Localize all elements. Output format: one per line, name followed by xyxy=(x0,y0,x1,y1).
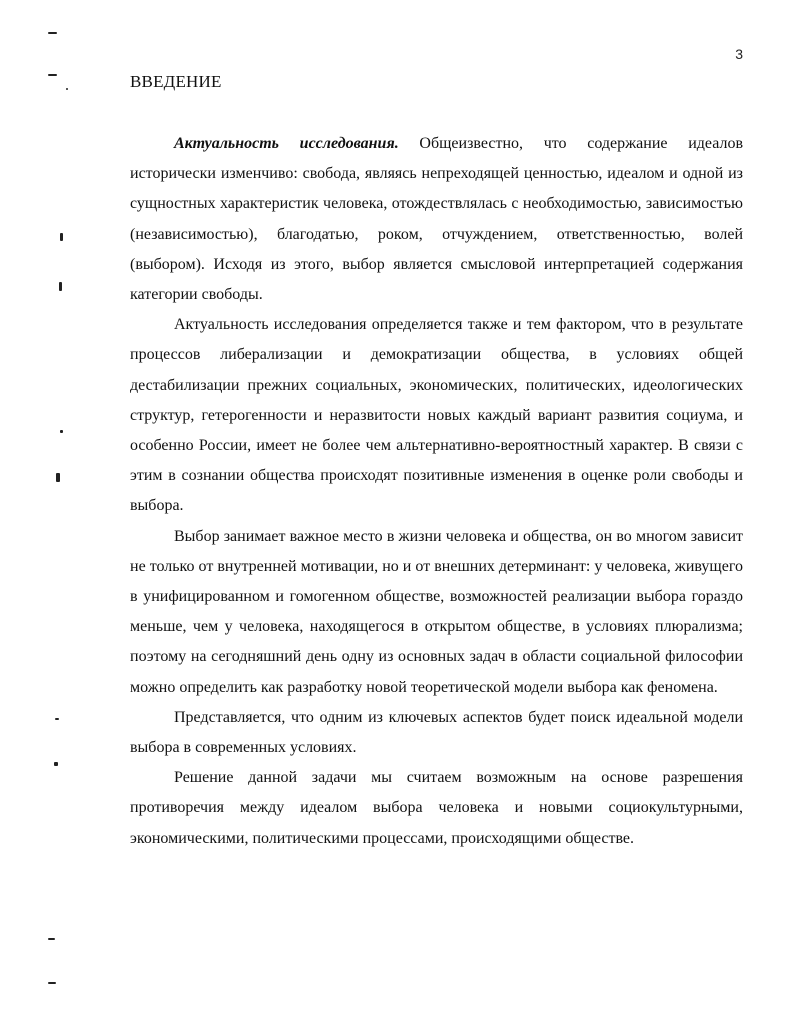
section-heading: ВВЕДЕНИЕ xyxy=(130,72,222,91)
scan-mark xyxy=(60,233,63,241)
paragraph-text: Решение данной задачи мы считаем возможным на основе разрешения противоречия между идеалом выбора человека и новыми социокультурными, экономическими, политическими процессами, происходящими обществе. xyxy=(130,769,743,847)
paragraph-lead: Актуальность исследования. xyxy=(174,135,399,152)
scan-mark xyxy=(54,762,58,766)
scan-mark xyxy=(48,32,57,34)
scan-mark xyxy=(55,718,59,720)
paragraph-text: Актуальность исследования определяется также и тем фактором, что в результате процессов либерализации и демократизации общества, в условиях общей дестабилизации прежних социальных, экономических, политических, идеологических структур, гетерогенности и неразвитости новых каждый вариант развития социума, и особенно России, имеет не более чем альтернативно-вероятностный характер. В связи с этим в сознании общества происходят позитивные изменения в оценке роли свободы и выбора. xyxy=(130,316,743,515)
scan-mark xyxy=(66,88,68,90)
scan-mark xyxy=(48,982,56,984)
paragraph-text: Выбор занимает важное место в жизни человека и общества, он во многом зависит не только от внутренней мотивации, но и от внешних детерминант: у человека, живущего в унифицированном и гомогенном обществе, возможностей реализации выбора гораздо меньше, чем у человека, находящегося в открытом обществе, в условиях плюрализма; поэтому на сегодняшний день одну из основных задач в области социальной философии можно определить как разработку новой теоретической модели выбора как феномена. xyxy=(130,527,743,696)
paragraph-relevance xyxy=(130,129,743,310)
scan-mark xyxy=(60,430,63,433)
body-text xyxy=(130,129,743,854)
page-number: 3 xyxy=(735,46,743,62)
scan-mark xyxy=(48,74,57,76)
paragraph-text: Общеизвестно, что содержание идеалов исторически изменчиво: свобода, являясь непреходящей ценностью, идеалом и одной из сущностных характеристик человека, отождествлялась с необходимостью, зависимостью (независимостью), благодатью, роком, отчуждением, ответственностью, волей (выбором). Исходя из этого, выбор является смысловой интерпретацией содержания категории свободы. xyxy=(130,135,743,304)
scan-mark xyxy=(56,473,60,482)
paragraph-text: Представляется, что одним из ключевых аспектов будет поиск идеальной модели выбора в современных условиях. xyxy=(130,708,743,757)
scan-mark xyxy=(59,282,62,291)
scan-mark xyxy=(48,938,55,940)
